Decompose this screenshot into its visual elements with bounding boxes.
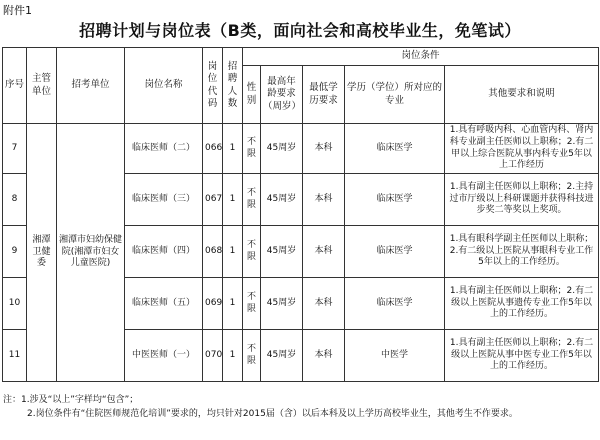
- cell-other: 1.具有眼科学副主任医师以上职称；2.有二级以上医院从事眼科专业工作5年以上的工作经历。: [445, 226, 599, 278]
- cell-gender: 不限: [243, 124, 261, 174]
- header-degree: 最低学历要求: [303, 66, 345, 124]
- header-age: 最高年龄要求（周岁）: [261, 66, 303, 124]
- header-dept: 主管单位: [27, 48, 57, 124]
- cell-count: 1: [223, 226, 243, 278]
- cell-count: 1: [223, 278, 243, 330]
- cell-code: 069: [203, 278, 223, 330]
- cell-code: 070: [203, 330, 223, 382]
- cell-age: 45周岁: [261, 278, 303, 330]
- cell-age: 45周岁: [261, 226, 303, 278]
- header-position: 岗位名称: [125, 48, 203, 124]
- cell-position: 临床医师（二）: [125, 124, 203, 174]
- cell-seq: 7: [3, 124, 27, 174]
- cell-major: 中医学: [345, 330, 445, 382]
- cell-major: 临床医学: [345, 226, 445, 278]
- cell-major: 临床医学: [345, 174, 445, 226]
- cell-count: 1: [223, 330, 243, 382]
- cell-other: 1.具有副主任医师以上职称；2.有二级以上医院从事中医专业工作5年以上的工作经历。: [445, 330, 599, 382]
- cell-major: 临床医学: [345, 278, 445, 330]
- cell-code: 067: [203, 174, 223, 226]
- cell-major: 临床医学: [345, 124, 445, 174]
- cell-seq: 11: [3, 330, 27, 382]
- cell-degree: 本科: [303, 174, 345, 226]
- cell-degree: 本科: [303, 278, 345, 330]
- cell-seq: 9: [3, 226, 27, 278]
- cell-position: 中医医师（一）: [125, 330, 203, 382]
- cell-age: 45周岁: [261, 124, 303, 174]
- attachment-label: 附件1: [3, 4, 32, 17]
- cell-unit: 湘潭市妇幼保健院(湘潭市妇女儿童医院): [57, 124, 125, 382]
- header-major: 学历（学位）所对应的专业: [345, 66, 445, 124]
- header-other: 其他要求和说明: [445, 66, 599, 124]
- cell-dept: 湘潭卫健委: [27, 124, 57, 382]
- page-title: 招聘计划与岗位表（B类，面向社会和高校毕业生，免笔试）: [79, 21, 521, 40]
- cell-code: 068: [203, 226, 223, 278]
- table-row: [3, 124, 599, 174]
- cell-age: 45周岁: [261, 174, 303, 226]
- cell-gender: 不限: [243, 278, 261, 330]
- notes: [3, 393, 597, 422]
- header-unit: 招考单位: [57, 48, 125, 124]
- recruitment-table: [2, 47, 599, 382]
- cell-other: 1.具有呼吸内科、心血管内科、肾内科专业副主任医师以上职称；2.有二甲以上综合医院从事内科专业5年以上工作经历: [445, 124, 599, 174]
- cell-gender: 不限: [243, 330, 261, 382]
- cell-age: 45周岁: [261, 330, 303, 382]
- header-conditions: 岗位条件: [243, 48, 599, 66]
- cell-degree: 本科: [303, 330, 345, 382]
- cell-other: 1.具有副主任医师以上职称；2.主持过市厅级以上科研课题并获得科技进步奖二等奖以上奖项。: [445, 174, 599, 226]
- cell-other: 1.具有副主任医师以上职称；2.有二级以上医院从事遗传专业工作5年以上的工作经历。: [445, 278, 599, 330]
- cell-degree: 本科: [303, 226, 345, 278]
- cell-position: 临床医师（三）: [125, 174, 203, 226]
- cell-gender: 不限: [243, 226, 261, 278]
- cell-seq: 10: [3, 278, 27, 330]
- cell-gender: 不限: [243, 174, 261, 226]
- cell-degree: 本科: [303, 124, 345, 174]
- note-1: 注：1.涉及“以上”字样均“包含”；: [3, 395, 139, 405]
- cell-code: 066: [203, 124, 223, 174]
- cell-count: 1: [223, 124, 243, 174]
- cell-count: 1: [223, 174, 243, 226]
- cell-position: 临床医师（四）: [125, 226, 203, 278]
- note-2: 2.岗位条件有“住院医师规范化培训”要求的，均只针对2015届（含）以后本科及以上学历高校毕业生，其他考生不作要求。: [27, 409, 518, 420]
- header-count: 招聘人数: [223, 48, 243, 124]
- cell-seq: 8: [3, 174, 27, 226]
- header-gender: 性别: [243, 66, 261, 124]
- cell-position: 临床医师（五）: [125, 278, 203, 330]
- header-code: 岗位代码: [203, 48, 223, 124]
- header-seq: 序号: [3, 48, 27, 124]
